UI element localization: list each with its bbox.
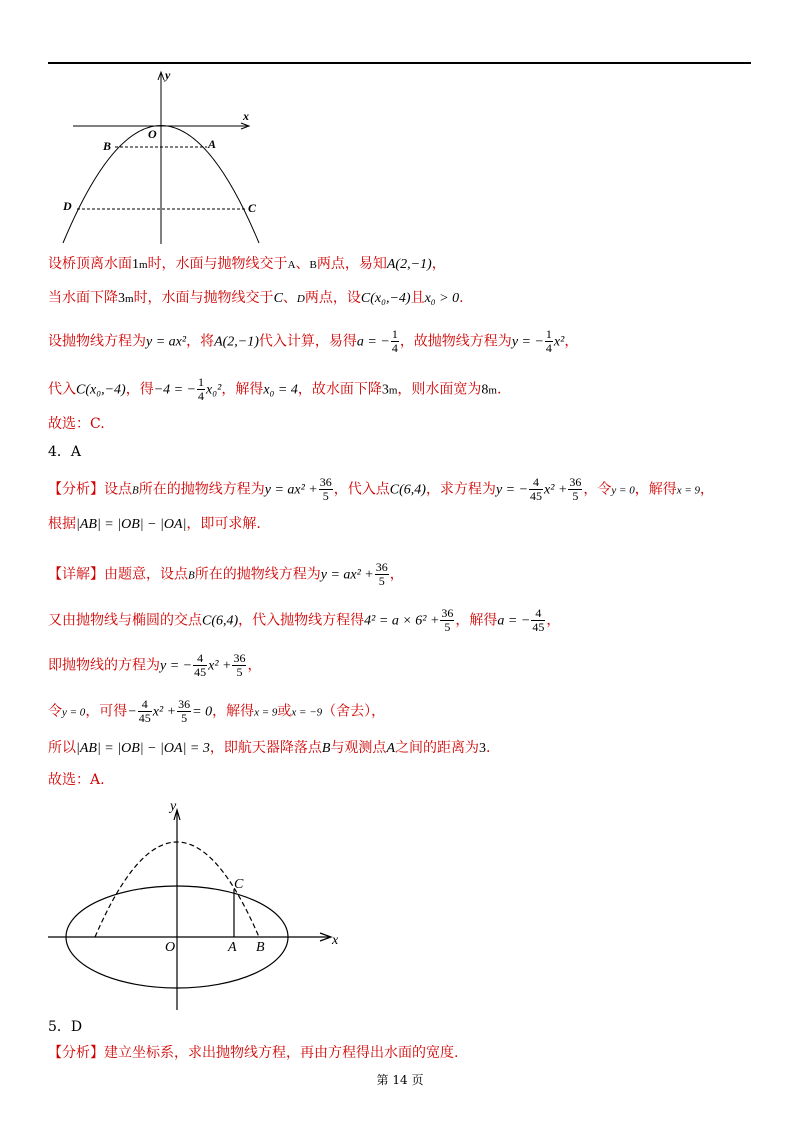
- math: x = −9: [291, 706, 323, 719]
- point: A: [386, 741, 395, 756]
- analysis-line-1: [48, 476, 714, 503]
- text: 代入计算，易得: [258, 333, 357, 350]
- fraction: $\frac{4}{45}$: [138, 697, 151, 725]
- fraction: $\frac{36}{5}$: [441, 606, 454, 634]
- unit: m: [139, 259, 148, 271]
- math: C(6,4): [389, 482, 426, 498]
- y-label: y: [165, 68, 171, 82]
- fraction: $\frac{4}{45}$: [194, 651, 207, 679]
- fraction: $\frac{36}{5}$: [569, 475, 582, 503]
- fraction: $\frac{1}{4}$: [545, 327, 552, 355]
- text: 、: [295, 256, 310, 272]
- point-c-label: C: [248, 201, 257, 215]
- math: y = ax²: [146, 334, 187, 350]
- text: ，: [700, 481, 715, 498]
- text: 之间的距离为: [395, 740, 479, 756]
- text: 所在的抛物线方程为: [138, 481, 265, 498]
- math: = 0: [192, 704, 213, 720]
- text: 且: [410, 290, 425, 306]
- text: ，则水面宽为: [397, 381, 482, 398]
- fraction: $\frac{36}{5}$: [233, 651, 246, 679]
- detail-line-1: [48, 561, 404, 588]
- solution-line-3: [48, 328, 578, 355]
- text: 设桥顶离水面: [48, 256, 132, 272]
- text: ，得: [125, 381, 154, 398]
- fraction: $\frac{36}{5}$: [178, 697, 191, 725]
- analysis-line-2: [48, 514, 261, 535]
- value: 8: [481, 382, 489, 398]
- x-label: x: [243, 109, 249, 123]
- text: ，: [247, 657, 262, 674]
- text: .: [459, 290, 464, 306]
- text: ，: [389, 566, 404, 583]
- analysis-tag: 【分析】: [48, 481, 104, 498]
- math: y = 0: [62, 706, 86, 719]
- math: y = −: [160, 658, 193, 674]
- point: B: [321, 741, 331, 756]
- header-rule: [48, 62, 751, 64]
- math: y = −: [495, 482, 529, 498]
- text: 两点，设: [304, 290, 361, 306]
- fraction: $\frac{36}{5}$: [319, 475, 332, 503]
- text: ，解得: [455, 612, 498, 629]
- point-c-label: C: [234, 877, 244, 892]
- math: −: [127, 704, 137, 720]
- unit: m: [125, 293, 134, 305]
- text: 所在的抛物线方程为: [194, 566, 321, 583]
- text: ，令: [583, 481, 612, 498]
- text: ，代入抛物线方程得: [238, 612, 365, 629]
- math: x₀²: [206, 382, 222, 398]
- fraction: $\frac{4}{45}$: [532, 606, 545, 634]
- text: ，解得: [634, 481, 677, 498]
- analysis-q5: [48, 1043, 458, 1063]
- point: C: [273, 291, 283, 306]
- fraction: $\frac{1}{4}$: [391, 327, 398, 355]
- math: x₀ > 0: [424, 291, 460, 306]
- text: 令: [48, 703, 62, 720]
- text: （舍去），: [322, 703, 386, 720]
- point-b-label: B: [256, 940, 265, 955]
- math: 4² = a × 6² +: [364, 613, 440, 629]
- text: 代入: [48, 381, 76, 398]
- point: A: [287, 259, 296, 271]
- text: ，: [546, 612, 561, 629]
- page-number: 第 14 页: [376, 1073, 424, 1087]
- math: A(2,−1): [214, 334, 259, 350]
- point: D: [296, 293, 305, 305]
- origin-label: O: [148, 127, 157, 141]
- text: ，将: [186, 333, 215, 350]
- text: 根据: [48, 516, 76, 532]
- point-b-label: B: [103, 139, 112, 153]
- solution-line-4: [48, 376, 501, 403]
- answer-line-c: 故选：C.: [48, 416, 105, 432]
- fraction: $\frac{4}{45}$: [530, 475, 543, 503]
- text: 两点，易知: [316, 256, 387, 272]
- text: ，故抛物线方程为: [399, 333, 512, 350]
- math: C(x₀,−4): [76, 382, 126, 398]
- unit: m: [488, 384, 497, 397]
- text: 建立坐标系，求出抛物线方程，再由方程得出水面的宽度.: [104, 1045, 459, 1061]
- value: 3: [381, 382, 389, 398]
- text: 、: [282, 290, 297, 306]
- math: y = ax² +: [320, 567, 374, 583]
- fraction: $\frac{36}{5}$: [375, 560, 388, 588]
- math: x₀ = 4: [263, 382, 298, 398]
- bridge-parabola-figure: [55, 68, 265, 246]
- text: ，: [431, 256, 446, 272]
- math: x² +: [208, 658, 232, 674]
- ellipse-parabola-figure: [44, 798, 344, 1012]
- text: ，求方程为: [425, 481, 496, 498]
- math: A(2,−1): [386, 257, 432, 272]
- fraction: $\frac{1}{4}$: [198, 375, 205, 403]
- math: y = ax² +: [264, 482, 318, 498]
- question-5-heading: 5．D: [48, 1019, 83, 1035]
- text: ，代入点: [333, 481, 390, 498]
- point: B: [188, 569, 195, 582]
- detail-tag: 【详解】: [48, 566, 104, 583]
- origin-label: O: [165, 940, 176, 955]
- math: a = −: [497, 613, 531, 629]
- text: .: [496, 381, 502, 398]
- solution-line-2: [48, 288, 464, 309]
- text: ，可得: [85, 703, 128, 720]
- detail-line-2: [48, 607, 560, 634]
- x-label: x: [332, 933, 339, 948]
- text: 即抛物线的方程为: [48, 657, 160, 674]
- math: |AB| = |OB| − |OA|: [76, 517, 187, 532]
- text: 又由抛物线与椭圆的交点: [48, 612, 202, 629]
- point: B: [309, 259, 317, 271]
- math: a = −: [356, 334, 390, 350]
- text: ，: [564, 333, 579, 350]
- math: x² +: [152, 704, 177, 720]
- text: 设抛物线方程为: [48, 333, 146, 350]
- detail-line-5: [48, 738, 490, 759]
- text: 所以: [48, 740, 76, 756]
- text: ，即可求解.: [186, 516, 261, 532]
- text: 设点: [104, 481, 132, 498]
- text: 与观测点: [330, 740, 387, 756]
- text: 或: [277, 703, 292, 720]
- math: x²: [553, 334, 565, 350]
- math: |AB| = |OB| − |OA| = 3: [76, 741, 210, 756]
- math: x² +: [544, 482, 568, 498]
- detail-line-3: [48, 652, 261, 679]
- unit: m: [388, 384, 398, 397]
- math: −4 = −: [153, 382, 197, 398]
- solution-line-1: [48, 254, 446, 275]
- text: ，解得: [212, 703, 255, 720]
- text: .: [486, 740, 491, 756]
- value: 3: [479, 741, 486, 756]
- math: C(6,4): [202, 613, 239, 629]
- math: y = −: [511, 334, 544, 350]
- text: ，解得: [221, 381, 264, 398]
- text: 当水面下降: [48, 290, 118, 306]
- text: ，故水面下降: [297, 381, 382, 398]
- question-4-heading: 4．A: [48, 444, 82, 460]
- detail-line-4: [48, 698, 385, 725]
- math: C(x₀,−4): [360, 291, 411, 306]
- math: y = 0: [611, 484, 635, 497]
- text: 时，水面与抛物线交于: [133, 290, 274, 306]
- text: 由题意，设点: [104, 566, 188, 583]
- y-label: y: [170, 799, 177, 814]
- analysis-tag: 【分析】: [48, 1045, 104, 1061]
- point-d-label: D: [63, 199, 72, 213]
- math: x = 9: [254, 706, 278, 719]
- text: ，即航天器降落点: [209, 740, 322, 756]
- point: B: [132, 484, 139, 497]
- math: x = 9: [676, 484, 701, 497]
- value: 3: [118, 291, 125, 306]
- answer-line-a: 故选：A.: [48, 772, 105, 788]
- text: 时，水面与抛物线交于: [147, 256, 288, 272]
- value: 1: [132, 257, 139, 272]
- point-a-label: A: [228, 940, 237, 955]
- point-a-label: A: [208, 137, 217, 151]
